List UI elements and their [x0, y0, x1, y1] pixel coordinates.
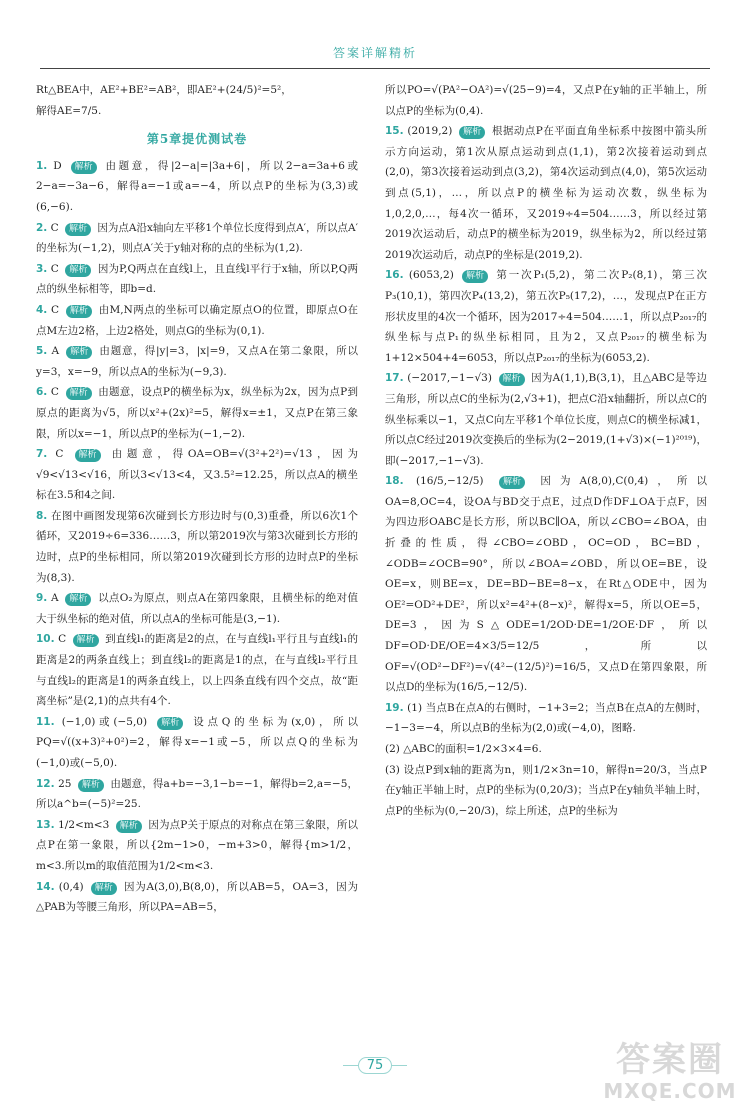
answer-number: 1.: [36, 159, 48, 172]
analysis-tag: 解析: [499, 373, 525, 386]
analysis-tag: 解析: [73, 634, 99, 647]
answer-value: (0,4): [58, 880, 84, 893]
answer-number: 16.: [385, 269, 404, 282]
answer-text: 第一次P₁(5,2)，第二次P₂(8,1)，第三次P₃(10,1)，第四次P₄(13,2)，第五次P₅(17,2)，…，发现点P在正方形状皮里的4次一个循环，因为2017÷4=504……1，所以点P₂₀₁₇的纵坐标与点P₁的纵坐标相同，且为2，又点P₂₀₁₇的横坐标为1+12×504+4=6053，所以点P₂₀₁₇的坐标为(6053,2).: [385, 269, 707, 364]
answer-text: 因为A(3,0),B(8,0)，所以AB=5，OA=3，因为△PAB为等腰三角形，所以PA=AB=5，: [36, 880, 359, 914]
answer-item: [36, 588, 358, 629]
answer-value: (2019,2): [407, 125, 453, 138]
answer-value: C: [50, 221, 59, 234]
answer-number: 11.: [36, 715, 55, 728]
answer-number: 13.: [36, 818, 55, 831]
answer-value: D: [53, 159, 62, 172]
answer-item: [36, 774, 358, 815]
answer-text: 到直线l₁的距离是2的点，在与直线l₁平行且与直线l₁的距离是2的两条直线上；到直线l₂的距离是1的点，在与直线l₂平行且与直线l₂的距离是1的两条直线上，以上四条直线有四个交点，故“距离坐标”是(2,1)的点共有4个.: [36, 633, 358, 708]
answer-value: (6053,2): [408, 269, 454, 282]
answer-item: [36, 382, 358, 444]
answer-list: [385, 121, 707, 821]
answer-text: 在图中画图发现第6次碰到长方形边时与(0,3)重叠，所以6次1个循环，又2019÷6=336……3，所以第2019次与第3次碰到长方形的边时，点P的坐标相同，所以第2019次碰到长方形的边时点P的坐标为(8,3).: [36, 509, 358, 584]
answer-item: [36, 629, 358, 711]
answer-number: 15.: [385, 125, 404, 138]
answer-text: 因为A(8,0),C(0,4)，所以OA=8,OC=4，设OA与BD交于点E，过点D作DF⊥OA于点F，因为四边形OABC是长方形，所以BC∥OA，所以∠CBO=∠BOA，由折叠的性质，得∠CBO=∠OBD，OC=OD，BC=BD，∠ODB=∠OCB=90°，所以∠BOA=∠OBD，所以OE=BE，设OE=x，则BE=x，DE=BD−BE=8−x，在Rt△ODE中，因为OE²=OD²+DE²，所以x²=4²+(8−x)²，解得x=5，所以OE=5，DE=3，因为S△ODE=1/2OD·DE=1/2OE·DF，所以DF=OD·DE/OE=4×3/5=12/5，所以OF=√(OD²−DF²)=√(4²−(12/5)²)=16/5，又点D在第四象限，所以点D的坐标为(16/5,−12/5).: [385, 475, 707, 694]
answer-value: C: [55, 448, 64, 461]
answer-text: 由题意，设点P的横坐标为x，纵坐标为2x，因为点P到原点的距离为√5，所以x²+(2x)²=5，解得x=±1，又点P在第三象限，所以x=−1，所以点P的坐标为(−1,−2).: [36, 386, 359, 440]
analysis-tag: 解析: [462, 270, 488, 283]
answer-text: (3) 设点P到x轴的距离为n，则1/2×3n=10，解得n=20/3，当点P在y轴正半轴上时，点P的坐标为(0,20/3)；当点P在y轴负半轴上时，点P的坐标为(0,−20/3)，综上所述，点P的坐标为: [385, 763, 707, 817]
answer-item: [385, 760, 707, 822]
analysis-tag: 解析: [65, 264, 91, 277]
answer-value: 1/2<m<3: [58, 818, 110, 831]
answer-text: 由题意，得|y|=3，|x|=9，又点A在第二象限，所以y=3，x=−9，所以点A的坐标为(−9,3).: [36, 345, 359, 378]
answer-number: 19.: [385, 701, 404, 714]
page-header-title: 答案详解精析: [332, 46, 417, 60]
answer-list: [36, 156, 358, 918]
answer-number: 7.: [36, 448, 48, 461]
answer-item: [36, 300, 358, 341]
answer-value: C: [58, 633, 67, 646]
answer-item: [385, 698, 707, 739]
answer-text: 由题意，得|2−a|=|3a+6|，所以2−a=3a+6或2−a=−3a−6，解得a=−1或a=−4，所以点P的坐标为(3,3)或(6,−6).: [36, 159, 359, 213]
page-number-text: 75: [358, 1057, 393, 1074]
watermark-url: MXQE.COM: [603, 1079, 737, 1103]
answer-number: 12.: [36, 777, 55, 790]
answer-text: (2) △ABC的面积=1/2×3×4=6.: [385, 743, 542, 755]
analysis-tag: 解析: [66, 305, 92, 318]
answer-item: [36, 877, 358, 918]
intro-line: Rt△BEA中，AE²+BE²=AB²，即AE²+(24/5)²=5²，: [36, 84, 292, 96]
answer-text: 因为点A沿x轴向左平移1个单位长度得到点A′，所以点A′的坐标为(−1,2)，则点A′关于y轴对称的点的坐标为(1,2).: [36, 221, 359, 255]
answer-item: [36, 259, 358, 300]
answer-number: 4.: [36, 303, 48, 316]
answer-text: 以点O₂为原点，则点A在第四象限，且横坐标的绝对值大于纵坐标的绝对值，所以点A的坐标可能是(3,−1).: [36, 592, 359, 625]
analysis-tag: 解析: [65, 593, 91, 606]
answer-value: A: [51, 345, 60, 358]
answer-number: 18.: [385, 475, 404, 488]
answer-text: (1) 当点B在点A的右侧时，−1+3=2；当点B在点A的左侧时，−1−3=−4，所以点B的坐标为(2,0)或(−4,0)，图略.: [385, 701, 707, 735]
analysis-tag: 解析: [459, 126, 485, 139]
answer-item: [36, 218, 358, 259]
analysis-tag: 解析: [66, 346, 92, 359]
analysis-tag: 解析: [66, 387, 92, 400]
answer-item: [36, 712, 358, 774]
answer-number: 17.: [385, 372, 404, 385]
answer-number: 2.: [36, 221, 48, 234]
answer-number: 5.: [36, 345, 48, 358]
analysis-tag: 解析: [116, 820, 142, 833]
answer-text: 根据动点P在平面直角坐标系中按图中箭头所示方向运动，第1次从原点运动到点(1,1)，第2次接着运动到点(2,0)，第3次接着运动到点(3,2)，第4次运动到点(4,0)，第5次运动到点(5,1)，…，所以点P的横坐标为运动次数，纵坐标为1,0,2,0,…，每4次一循环，又2019÷4=504……3，所以经过第2019次运动后，动点P的横坐标为2019，纵坐标为2，所以经过第2019次运动后，动点P的坐标是(2019,2).: [385, 125, 708, 261]
answer-number: 14.: [36, 880, 55, 893]
answer-value: (−1,0)或(−5,0): [61, 715, 148, 728]
answer-text: 因为P,Q两点在直线l上，且直线l平行于x轴，所以P,Q两点的纵坐标相等，即b=d.: [36, 262, 358, 296]
answer-value: (16/5,−12/5): [416, 475, 484, 488]
intro-line: 解得AE=7/5.: [36, 104, 102, 117]
analysis-tag: 解析: [91, 882, 117, 895]
analysis-tag: 解析: [75, 449, 101, 462]
answer-item: [385, 739, 707, 760]
answer-text: 由题意，得a+b=−3,1−b=−1，解得b=2,a=−5，所以a^b=(−5)²=25.: [36, 777, 359, 811]
answer-item: [385, 265, 707, 368]
answer-item: [385, 471, 707, 698]
answer-item: [36, 156, 358, 218]
answer-item: [385, 368, 707, 471]
answer-value: C: [50, 386, 59, 399]
analysis-tag: 解析: [65, 223, 91, 236]
answer-number: 10.: [36, 633, 55, 646]
answer-number: 6.: [36, 386, 48, 399]
analysis-tag: 解析: [499, 476, 525, 489]
answer-number: 9.: [36, 592, 48, 605]
header-rule: [40, 68, 710, 69]
answer-text: 由题意，得OA=OB=√(3²+2²)=√13，因为√9<√13<√16，所以3<√13<4，又3.5²=12.25，所以点A的横坐标在3.5和4之间.: [36, 448, 359, 502]
watermark-logo: [600, 1040, 740, 1110]
answer-text: 由M,N两点的坐标可以确定原点O的位置，即原点O在点M左边2格，上边2格处，则点G的坐标为(0,1).: [36, 303, 358, 337]
answer-text: 设点Q的坐标为(x,0)，所以PQ=√((x+3)²+0²)=2，解得x=−1或−5，所以点Q的坐标为(−1,0)或(−5,0).: [36, 715, 358, 769]
analysis-tag: 解析: [71, 161, 97, 174]
answer-value: 25: [58, 777, 72, 790]
page-number: [343, 1056, 407, 1076]
analysis-tag: 解析: [157, 717, 183, 730]
answer-value: A: [51, 592, 59, 605]
answer-value: (−2017,−1−√3): [407, 372, 492, 385]
section-title: 第5章提优测试卷: [146, 132, 248, 147]
watermark-text: 答案圈: [616, 1040, 724, 1080]
right-column: [385, 80, 707, 821]
analysis-tag: 解析: [78, 779, 104, 792]
intro-line: 所以PO=√(PA²−OA²)=√(25−9)=4，又点P在y轴的正半轴上，所以点P的坐标为(0,4).: [385, 84, 707, 117]
answer-value: C: [50, 262, 59, 275]
answer-number: 3.: [36, 262, 48, 275]
answer-item: [36, 341, 358, 382]
answer-item: [36, 444, 358, 506]
answer-text: 因为点P关于原点的对称点在第三象限，所以点P在第一象限，所以{2m−1>0，−m+3>0，解得{m>1/2，m<3.所以m的取值范围为1/2<m<3.: [36, 818, 359, 872]
answer-item: [36, 506, 358, 588]
answer-item: [385, 121, 707, 265]
answer-number: 8.: [36, 509, 48, 522]
answer-value: C: [51, 303, 60, 316]
answer-item: [36, 815, 358, 877]
answer-text: 因为A(1,1),B(3,1)，且△ABC是等边三角形，所以点C的坐标为(2,√3+1)，把点C沿x轴翻折，所以点C的纵坐标乘以−1，又点C向左平移1个单位长度，则点C的横坐标减1，所以点C经过2019次变换后的坐标为(2−2019,(1+√3)×(−1)²⁰¹⁹)，即(−2017,−1−√3).: [385, 372, 708, 467]
left-column: [36, 80, 358, 918]
